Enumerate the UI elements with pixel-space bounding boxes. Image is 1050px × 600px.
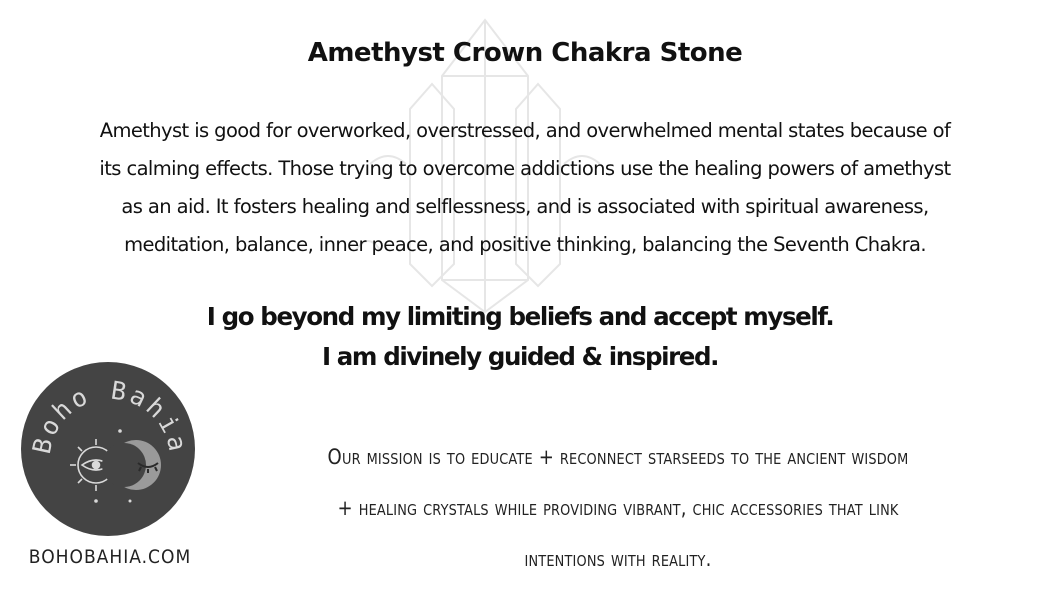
website-link[interactable]: BOHOBAHIA.COM bbox=[28, 546, 192, 568]
mission-statement bbox=[274, 432, 962, 585]
description-line: as an aid. It fosters healing and selflessness, and is associated with spiritual awareness, bbox=[121, 195, 929, 218]
mission-line: intentions with reality. bbox=[524, 547, 712, 571]
mission-line: + healing crystals while providing vibrant, chic accessories that link bbox=[337, 496, 899, 520]
description-line: Amethyst is good for overworked, overstressed, and overwhelmed mental states because of bbox=[99, 119, 951, 142]
description-line: meditation, balance, inner peace, and positive thinking, balancing the Seventh Chakra. bbox=[124, 233, 926, 256]
page-title: Amethyst Crown Chakra Stone bbox=[307, 38, 743, 68]
description-line: its calming effects. Those trying to overcome addictions use the healing powers of amethyst bbox=[99, 157, 951, 180]
logo-brand-text: Boho Bahia bbox=[26, 375, 194, 457]
brand-logo bbox=[20, 361, 196, 537]
affirmation-line: I go beyond my limiting beliefs and accept myself. bbox=[206, 302, 834, 331]
stone-description bbox=[10, 112, 1040, 264]
affirmation-line: I am divinely guided & inspired. bbox=[321, 342, 719, 371]
crescent-moon-icon bbox=[102, 440, 161, 490]
mission-line: Our mission is to educate + reconnect starseeds to the ancient wisdom bbox=[327, 445, 909, 469]
